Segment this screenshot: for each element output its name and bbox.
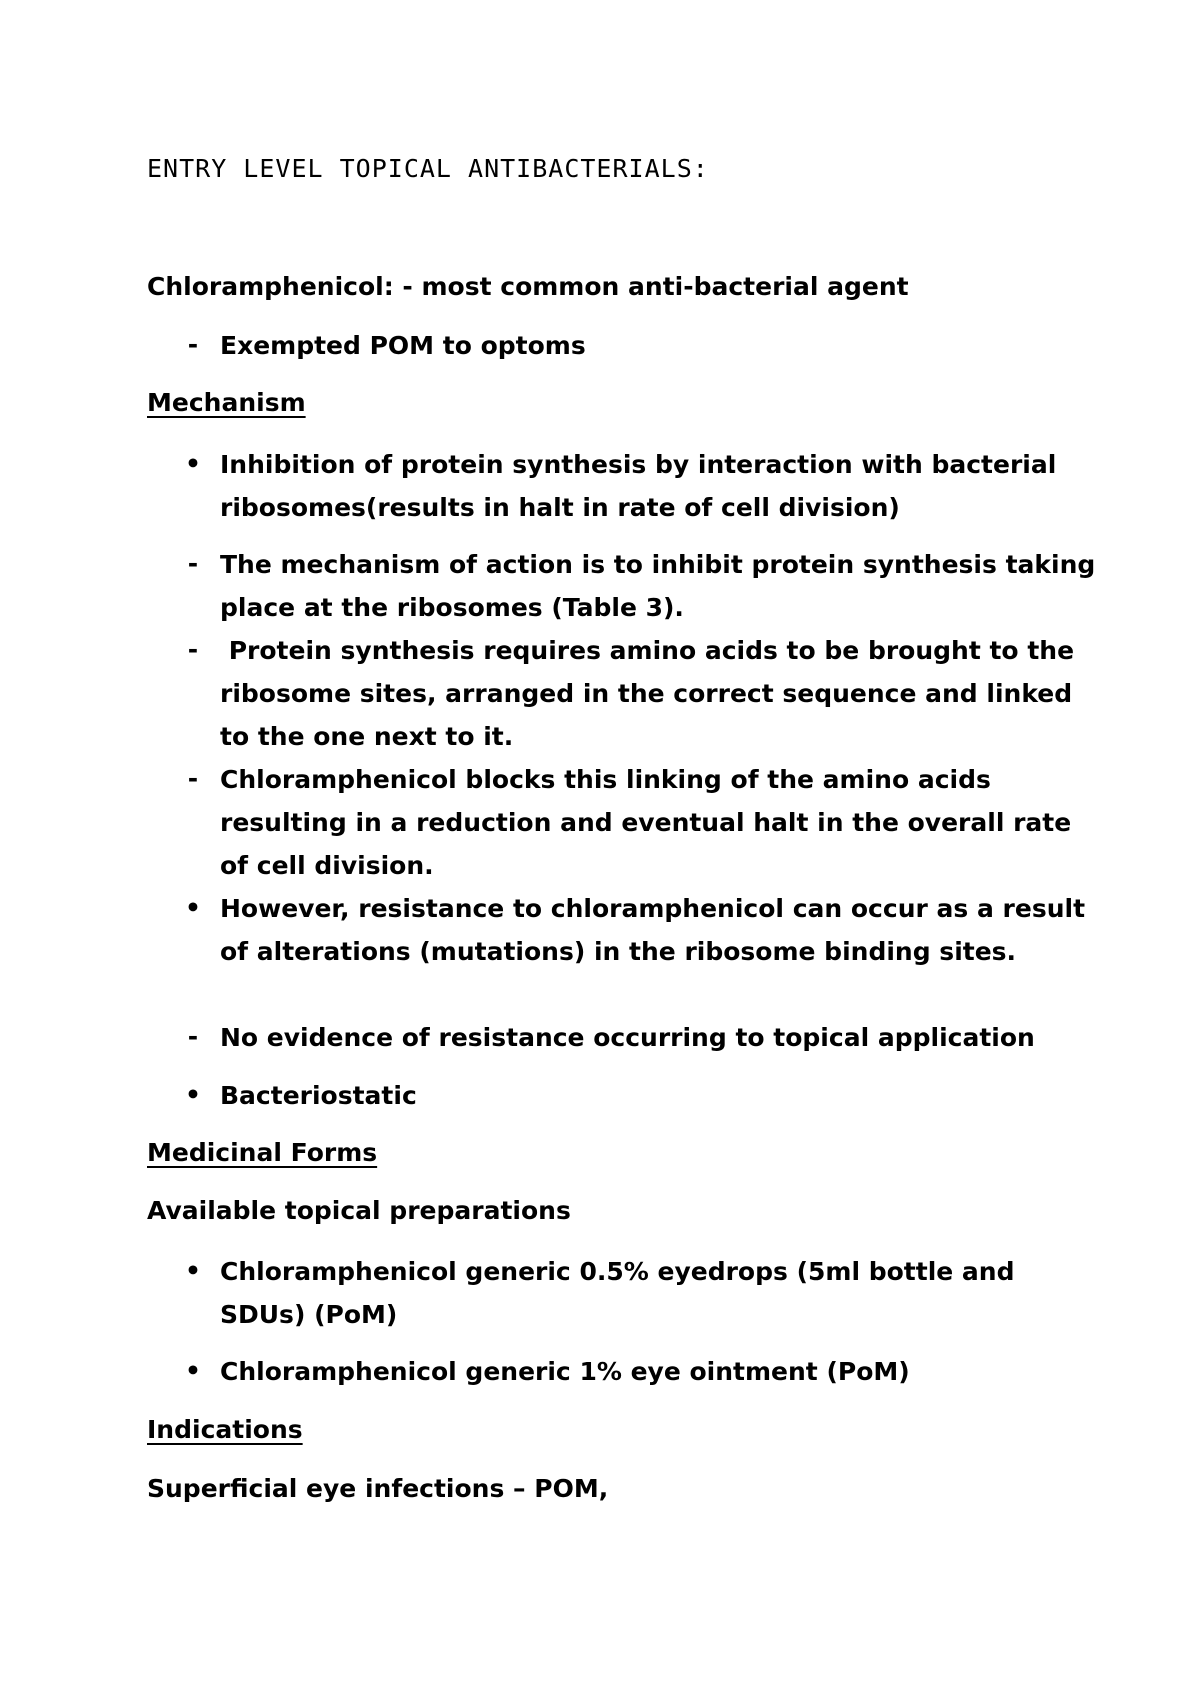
bullet-marker: •: [185, 1356, 201, 1385]
dash-marker: -: [187, 764, 199, 793]
bullet-marker: •: [185, 449, 201, 478]
medicinal-form-item-2: Chloramphenicol generic 1% eye ointment (PoM): [220, 1357, 910, 1386]
dash-marker: -: [187, 330, 199, 359]
indications-text: Superficial eye infections – POM,: [147, 1474, 609, 1503]
mechanism-item-4: Chloramphenicol blocks this linking of the amino acids resulting in a reduction and eventual halt in the overall rate of cell division.: [220, 765, 1072, 880]
medicinal-forms-subheading: Available topical preparations: [147, 1196, 571, 1225]
medicinal-form-item-1: Chloramphenicol generic 0.5% eyedrops (5ml bottle and SDUs) (PoM): [220, 1257, 1015, 1329]
document-title: ENTRY LEVEL TOPICAL ANTIBACTERIALS:: [147, 154, 709, 183]
bullet-marker: •: [185, 1080, 201, 1109]
dash-marker: -: [187, 635, 199, 664]
mechanism-heading: Mechanism: [147, 388, 306, 417]
bullet-marker: •: [185, 893, 201, 922]
dash-marker: -: [187, 1022, 199, 1051]
dash-marker: -: [187, 549, 199, 578]
indications-heading: Indications: [147, 1415, 303, 1444]
mechanism-item-7: Bacteriostatic: [220, 1081, 417, 1110]
mechanism-item-2: The mechanism of action is to inhibit protein synthesis taking place at the ribosomes (Table 3).: [220, 550, 1096, 622]
bullet-marker: •: [185, 1256, 201, 1285]
mechanism-item-3: Protein synthesis requires amino acids to be brought to the ribosome sites, arranged in the correct sequence and linked to the one next to it.: [220, 636, 1083, 751]
mechanism-item-1: Inhibition of protein synthesis by interaction with bacterial ribosomes(results in halt in rate of cell division): [220, 450, 1057, 522]
medicinal-forms-heading: Medicinal Forms: [147, 1138, 378, 1167]
mechanism-item-6: No evidence of resistance occurring to topical application: [220, 1023, 1035, 1052]
mechanism-item-5: However, resistance to chloramphenicol can occur as a result of alterations (mutations) in the ribosome binding sites.: [220, 894, 1086, 966]
intro-sub-item: Exempted POM to optoms: [220, 331, 586, 360]
intro-line: Chloramphenicol: - most common anti-bacterial agent: [147, 272, 909, 301]
